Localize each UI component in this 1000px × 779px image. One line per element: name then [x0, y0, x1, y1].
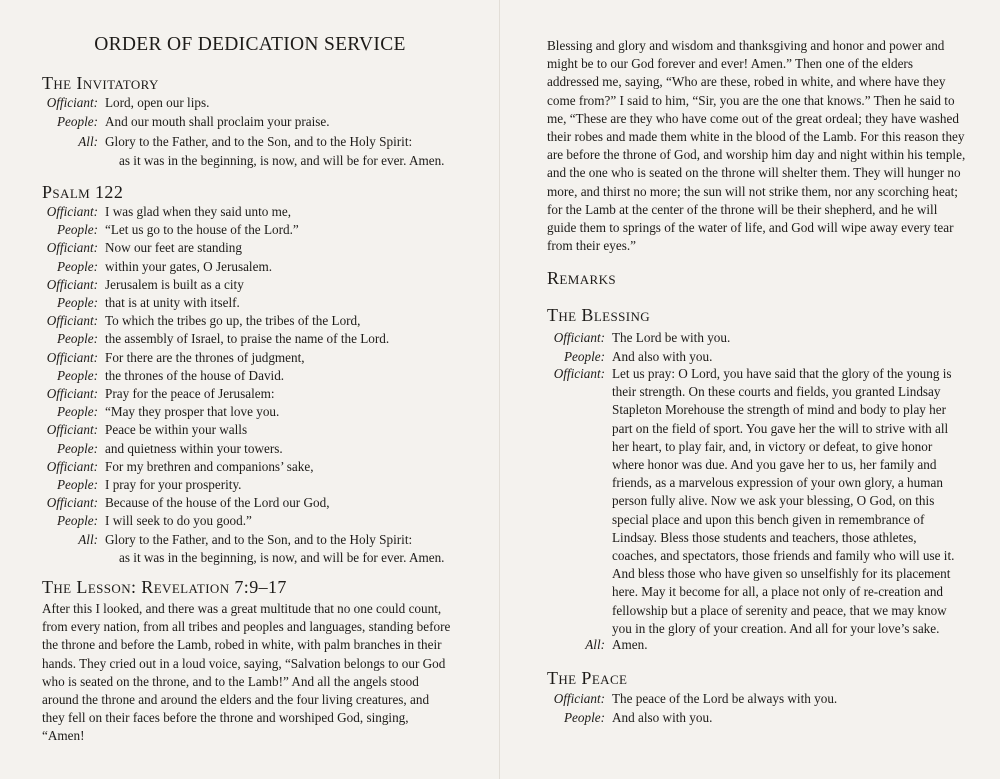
prayer-speaker: Officiant: — [553, 366, 605, 381]
speaker-label: Officiant: — [553, 691, 605, 706]
response-line — [563, 348, 713, 366]
response-text: that is at unity with itself. — [105, 295, 240, 310]
response-line — [78, 531, 413, 549]
speaker-label: Officiant: — [46, 422, 98, 438]
speaker-label: People: — [56, 222, 98, 238]
response-line — [56, 476, 242, 494]
response-text: “Let us go to the house of the Lord.” — [105, 222, 299, 238]
response-text: The Lord be with you. — [612, 330, 731, 345]
lesson-text-part2: Blessing and glory and wisdom and thanksgiving and honor and power and might be to our God forever and ever! Amen.” Then one of the elders addressed me, saying, “Who are these, robed in white, and where have they come from?” I said to him, “Sir, you are the one that knows.” Then he said to me, “These are they who have come out of the great ordeal; they have washed their robes and made them white in the blood of the Lamb. For this reason they are before the throne of God, and worship him day and night within his temple, and the one who is seated on the throne will shelter them. They will hunger no more, and thirst no more; the sun will not strike them, nor any scorching heat; for the Lamb at the center of the throne will be their shepherd, and he will guide them to springs of the water of life, and God will wipe away every tear from their eyes.” — [547, 38, 966, 254]
prayer-text: Let us pray: O Lord, you have said that the glory of the young is their strength. On these courts and fields, you granted Lindsay Stapleton Morehouse the strength of mind and body to play her part on the field of sport. You gave her the will to strive with all her heart, to play fair, and, in victory or defeat, to give honor where honor was due. And you gave her to us, her family and friends, as a marvelous expression of your own glory, a human person fully alive. Now we ask your blessing, O God, on this special place and upon this bench given in remembrance of Lindsay. Bless those students and teachers, those athletes, coaches, and spectators, those friends and family who will use it. And bless those who have given so unselfishly for its placement here. May it become for all, a place not only of re-creation and fellowship but a place of serenity and peace, that we may know you in the glory of your creation. And all for your love’s sake. — [612, 366, 955, 636]
lesson-heading: The Lesson: Revelation 7:9–17 — [42, 577, 287, 597]
response-line — [46, 494, 330, 512]
response-text: Peace be within your walls — [105, 422, 248, 438]
response-text: Glory to the Father, and to the Son, and to the Holy Spirit: — [105, 133, 413, 149]
response-line — [56, 512, 252, 530]
response-line — [563, 709, 713, 727]
speaker-label: People: — [56, 513, 98, 529]
speaker-label: Officiant: — [553, 330, 605, 345]
speaker-label: People: — [563, 348, 605, 364]
speaker-label: Officiant: — [46, 204, 98, 219]
blessing-prayer — [553, 365, 962, 638]
response-line — [78, 133, 413, 151]
response-line — [46, 276, 244, 294]
speaker-label: People: — [56, 367, 98, 383]
response-line — [46, 312, 361, 330]
speaker-label: Officiant: — [46, 276, 98, 292]
response-line — [56, 113, 330, 131]
response-text: as it was in the beginning, is now, and will be for ever. Amen. — [119, 152, 445, 168]
amen-line — [585, 636, 648, 654]
response-text: For there are the thrones of judgment, — [105, 349, 305, 365]
response-line — [46, 349, 305, 367]
response-text: The peace of the Lord be always with you. — [612, 691, 838, 706]
page-title: ORDER OF DEDICATION SERVICE — [94, 34, 406, 55]
amen-speaker: All: — [585, 637, 605, 652]
speaker-label: Officiant: — [46, 349, 98, 365]
response-line — [46, 421, 248, 439]
response-text: the assembly of Israel, to praise the name of the Lord. — [105, 331, 390, 347]
amen-text: Amen. — [612, 637, 648, 652]
speaker-label: All: — [78, 133, 98, 149]
response-text: I was glad when they said unto me, — [105, 204, 292, 219]
speaker-label: People: — [56, 295, 98, 310]
response-text: And also with you. — [612, 709, 713, 725]
response-text: “May they prosper that love you. — [105, 404, 280, 420]
response-line — [56, 294, 240, 312]
peace-heading: The Peace — [547, 668, 628, 688]
response-line — [56, 367, 285, 385]
blessing-heading: The Blessing — [547, 305, 651, 325]
speaker-label: Officiant: — [46, 495, 98, 511]
speaker-label: People: — [56, 404, 98, 420]
response-line — [46, 458, 314, 476]
response-text: as it was in the beginning, is now, and will be for ever. Amen. — [119, 549, 445, 565]
response-line — [56, 221, 299, 239]
response-text: I pray for your prosperity. — [105, 477, 242, 492]
speaker-label: All: — [78, 531, 98, 547]
response-line — [46, 385, 275, 403]
speaker-label: People: — [56, 331, 98, 347]
speaker-label: Officiant: — [46, 386, 98, 401]
response-text: Pray for the peace of Jerusalem: — [105, 386, 275, 401]
response-text: And our mouth shall proclaim your praise. — [105, 114, 330, 130]
speaker-label: People: — [563, 709, 605, 725]
response-text: Lord, open our lips. — [105, 95, 210, 110]
speaker-label: People: — [56, 440, 98, 456]
response-line — [119, 549, 444, 567]
remarks-heading: Remarks — [547, 268, 616, 288]
response-line — [56, 403, 280, 421]
speaker-label: Officiant: — [46, 458, 98, 474]
response-text: Glory to the Father, and to the Son, and to the Holy Spirit: — [105, 531, 413, 547]
response-text: and quietness within your towers. — [105, 440, 283, 456]
response-line — [46, 94, 210, 112]
speaker-label: People: — [56, 258, 98, 274]
response-text: I will seek to do you good.” — [105, 513, 252, 529]
response-line — [553, 690, 838, 708]
response-line — [553, 329, 731, 347]
speaker-label: People: — [56, 477, 98, 492]
speaker-label: Officiant: — [46, 95, 98, 110]
invitatory-heading: The Invitatory — [42, 73, 159, 93]
response-text: Jerusalem is built as a city — [105, 276, 244, 292]
response-text: Because of the house of the Lord our God, — [105, 495, 330, 511]
speaker-label: People: — [56, 114, 98, 130]
speaker-label: Officiant: — [46, 240, 98, 256]
response-text: And also with you. — [612, 348, 713, 364]
response-line — [56, 330, 390, 348]
response-text: within your gates, O Jerusalem. — [105, 258, 273, 274]
psalm-heading: Psalm 122 — [42, 182, 124, 202]
right-page — [500, 0, 1000, 779]
response-line — [56, 258, 273, 276]
response-text: For my brethren and companions’ sake, — [105, 458, 314, 474]
response-line — [46, 203, 292, 221]
response-line — [119, 152, 444, 170]
speaker-label: Officiant: — [46, 313, 98, 329]
lesson-text-part1: After this I looked, and there was a great multitude that no one could count, from every nation, from all tribes and peoples and languages, standing before the throne and before the Lamb, robed in white, with palm branches in their hands. They cried out in a loud voice, saying, “Salvation belongs to our God who is seated on the throne, and to the Lamb!” And all the angels stood around the throne and around the elders and the four living creatures, and they fell on their faces before the throne and worshiped God, singing, “Amen! — [42, 601, 451, 744]
response-line — [46, 239, 242, 257]
response-text: Now our feet are standing — [105, 240, 242, 256]
response-line — [56, 440, 283, 458]
response-text: the thrones of the house of David. — [105, 367, 285, 383]
response-text: To which the tribes go up, the tribes of the Lord, — [105, 313, 361, 329]
